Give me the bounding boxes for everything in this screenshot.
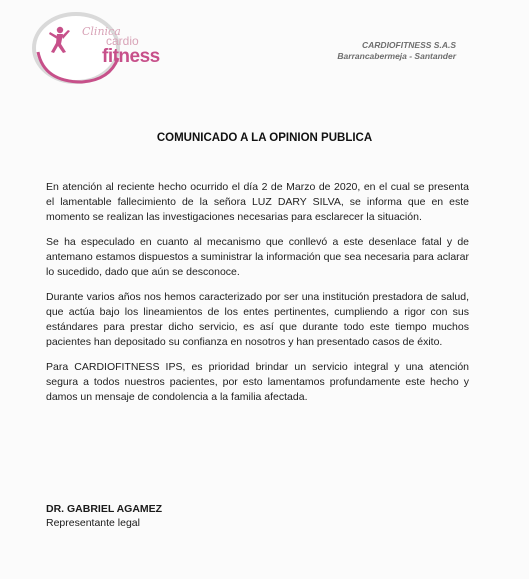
signer-name: DR. GABRIEL AGAMEZ [46, 503, 163, 515]
company-location: Barrancabermeja - Santander [337, 51, 456, 61]
paragraph: Durante varios años nos hemos caracterizado por ser una institución prestadora de salud, que actúa bajo los lineamientos de los entes pertinentes, cumpliendo a rigor con sus estándares para prestar dicho servicio, es así que durante todo este tiempo muchos pacientes han depositado su confianza en nosotros y han presentado casos de éxito. [46, 291, 469, 348]
document-body [46, 180, 469, 415]
document-title: COMUNICADO A LA OPINION PUBLICA [156, 132, 373, 144]
signer-role: Representante legal [46, 517, 140, 529]
paragraph: Se ha especulado en cuanto al mecanismo que conllevó a este desenlace fatal y de antemano estamos dispuestos a suministrar la información que sea necesaria para aclarar lo sucedido, dado que aún se desconoce. [46, 236, 469, 278]
paragraph: Para CARDIOFITNESS IPS, es prioridad brindar un servicio integral y una atención segura a todos nuestros pacientes, por esto lamentamos profundamente este hecho y damos un mensaje de condolencia a la familia afectada. [46, 361, 469, 403]
paragraph: En atención al reciente hecho ocurrido el día 2 de Marzo de 2020, en el cual se presenta el lamentable fallecimiento de la señora LUZ DARY SILVA, se informa que en este momento se realizan las investigaciones necesarias para esclarecer la situación. [46, 181, 469, 223]
signature-block [46, 502, 162, 530]
company-name: CARDIOFITNESS S.A.S [362, 40, 456, 50]
logo-line-fitness: fitness [102, 46, 160, 67]
clinic-logo [30, 8, 160, 88]
company-header [337, 40, 456, 62]
logo-line-cardio: cardio [106, 34, 139, 48]
logo-line-clinica: Clinica [82, 25, 121, 38]
